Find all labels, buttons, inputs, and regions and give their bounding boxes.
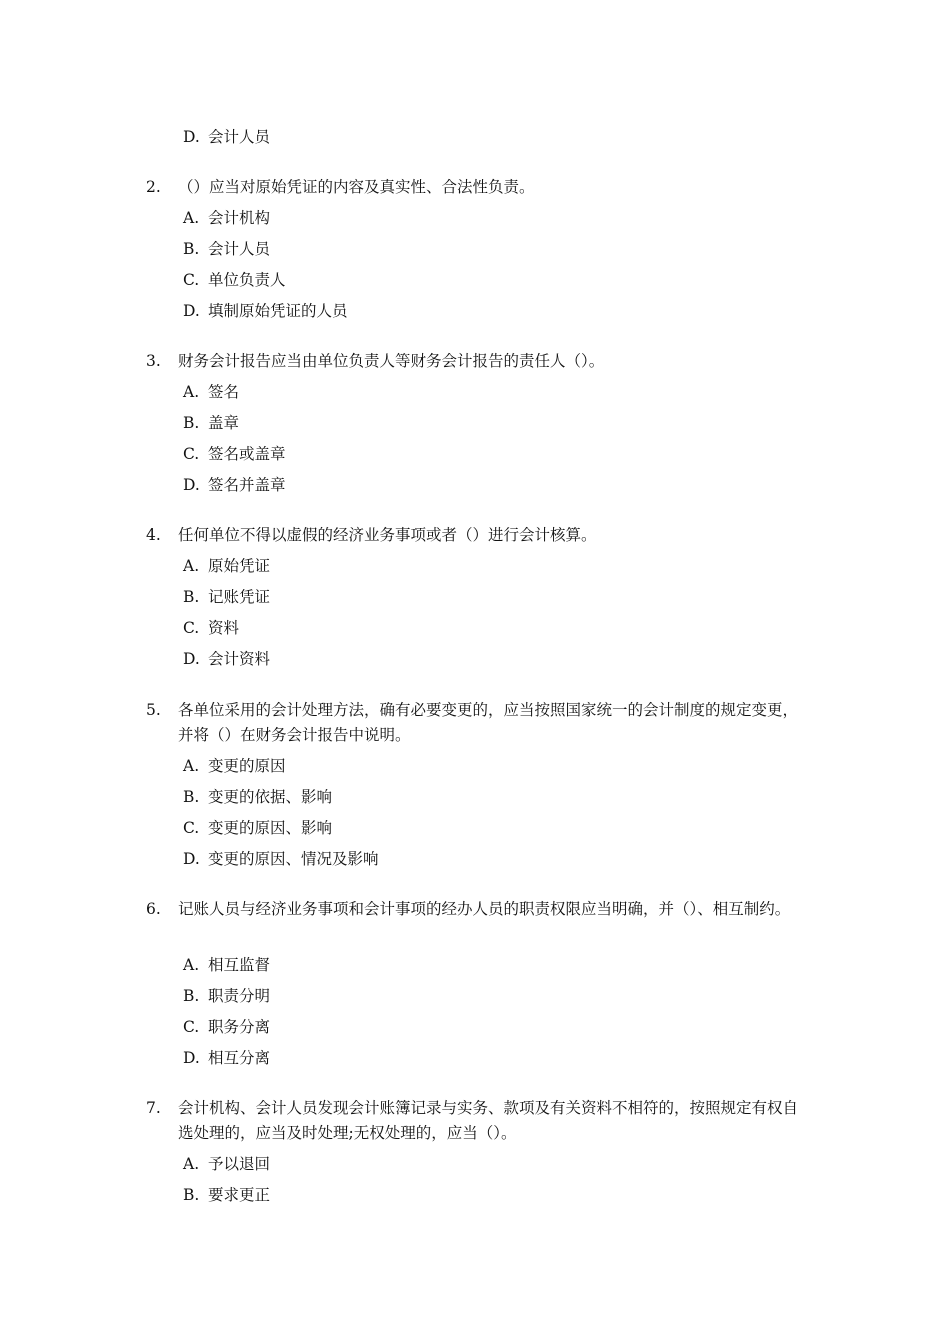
option-text: 职务分离	[208, 1018, 271, 1036]
question-number: 3.	[146, 352, 161, 370]
question-number: 4.	[146, 526, 161, 544]
question-text: 记账人员与经济业务事项和会计事项的经办人员的职责权限应当明确，并（）、相互制约。	[178, 900, 791, 918]
option-text: 要求更正	[208, 1186, 271, 1204]
option-letter: A.	[183, 557, 200, 575]
option-text: 填制原始凭证的人员	[208, 302, 348, 320]
option-letter: C.	[183, 271, 200, 289]
option-letter: B.	[183, 414, 200, 432]
option-text: 变更的原因、影响	[208, 819, 333, 837]
option-text: 盖章	[208, 414, 240, 432]
question-number: 2.	[146, 178, 161, 196]
option-letter: B.	[183, 788, 200, 806]
question-number: 7.	[146, 1099, 161, 1117]
option-letter: C.	[183, 619, 200, 637]
option-text: 记账凭证	[208, 588, 271, 606]
option-text: 职责分明	[208, 987, 271, 1005]
option-letter: C.	[183, 819, 200, 837]
question-text: 各单位采用的会计处理方法，确有必要变更的，应当按照国家统一的会计制度的规定变更，并将（）在财务会计报告中说明。	[178, 701, 799, 744]
option-text: 单位负责人	[208, 271, 286, 289]
option-text: 变更的依据、影响	[208, 788, 333, 806]
question-text: 财务会计报告应当由单位负责人等财务会计报告的责任人（）。	[178, 352, 605, 370]
option-letter: D.	[183, 476, 200, 494]
option-letter: A.	[183, 956, 200, 974]
question-text: 会计机构、会计人员发现会计账簿记录与实务、款项及有关资料不相符的，按照规定有权自选处理的，应当及时处理;无权处理的，应当（）。	[178, 1099, 799, 1142]
option-text: 相互分离	[208, 1049, 271, 1067]
option-letter: A.	[183, 383, 200, 401]
option-text: 会计人员	[208, 128, 271, 146]
option-letter: A.	[183, 1155, 200, 1173]
option-letter: D.	[183, 650, 200, 668]
option-letter: B.	[183, 588, 200, 606]
option-letter: A.	[183, 757, 200, 775]
option-text: 原始凭证	[208, 557, 271, 575]
option-text: 变更的原因	[208, 757, 286, 775]
option-letter: D.	[183, 128, 200, 146]
option-text: 会计人员	[208, 240, 271, 258]
option-text: 签名	[208, 383, 240, 401]
option-letter: D.	[183, 850, 200, 868]
option-letter: C.	[183, 1018, 200, 1036]
option-letter: A.	[183, 209, 200, 227]
question-number: 5.	[146, 701, 161, 719]
option-letter: D.	[183, 1049, 200, 1067]
option-text: 相互监督	[208, 956, 271, 974]
option-text: 会计机构	[208, 209, 271, 227]
option-text: 变更的原因、情况及影响	[208, 850, 379, 868]
question-text: （）应当对原始凭证的内容及真实性、合法性负责。	[178, 178, 535, 196]
option-letter: B.	[183, 1186, 200, 1204]
option-letter: D.	[183, 302, 200, 320]
option-text: 会计资料	[208, 650, 271, 668]
option-text: 签名并盖章	[208, 476, 286, 494]
option-letter: B.	[183, 240, 200, 258]
option-letter: C.	[183, 445, 200, 463]
question-text: 任何单位不得以虚假的经济业务事项或者（）进行会计核算。	[178, 526, 597, 544]
question-number: 6.	[146, 900, 161, 918]
option-text: 资料	[208, 619, 240, 637]
option-letter: B.	[183, 987, 200, 1005]
option-text: 予以退回	[208, 1155, 271, 1173]
option-text: 签名或盖章	[208, 445, 286, 463]
